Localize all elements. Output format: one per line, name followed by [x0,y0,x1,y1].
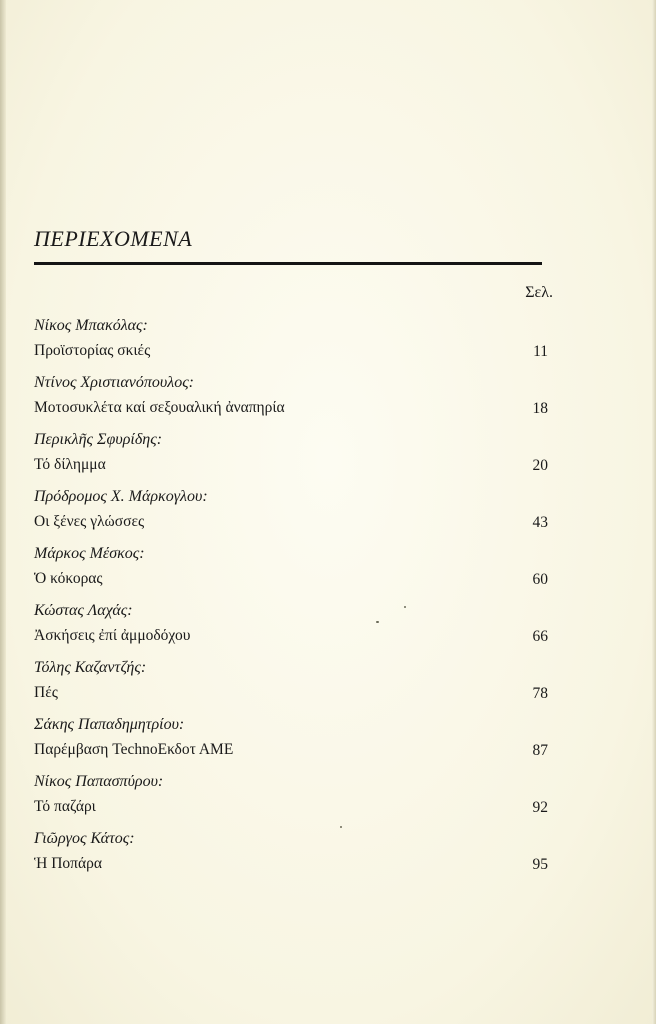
heading-rule [34,262,542,265]
entry-author: Τόλης Καζαντζής: [34,659,147,676]
entry-author: Περικλῆς Σφυρίδης: [34,431,163,448]
entry-page-number: 20 [532,457,548,474]
entry-page-number: 43 [532,514,548,531]
entry-title: Προϊστορίας σκιές [34,342,151,359]
entry-page-number: 66 [532,628,548,645]
entry-author: Σάκης Παπαδημητρίου: [34,716,185,733]
contents-heading: ΠΕΡΙΕΧΟΜΕΝΑ [34,226,193,251]
toc-entry [34,659,548,716]
entry-title: Πές [34,684,58,701]
entry-title: Τό παζάρι [34,798,96,815]
entry-page-number: 18 [532,400,548,417]
entry-page-number: 78 [532,685,548,702]
entry-title: Ἀσκήσεις ἐπί ἀμμοδόχου [34,627,191,644]
entry-author: Ντίνος Χριστιανόπουλος: [34,374,195,391]
toc-entry [34,374,548,431]
entry-page-number: 11 [533,343,548,360]
paper-speck [340,826,342,828]
page-right-edge [652,0,656,1024]
toc-entry [34,830,548,887]
entry-author: Πρόδρομος Χ. Μάρκογλου: [34,488,208,505]
paper-speck [404,606,406,608]
toc-entry [34,602,548,659]
page-left-edge [0,0,6,1024]
entry-author: Νίκος Παπασπύρου: [34,773,164,790]
entry-title: Τό δίλημμα [34,456,106,473]
entry-page-number: 92 [532,799,548,816]
paper-speck [376,621,379,623]
entry-author: Μάρκος Μέσκος: [34,545,145,562]
toc-entry [34,773,548,830]
entry-page-number: 60 [532,571,548,588]
entry-page-number: 95 [532,856,548,873]
entry-title: Ὁ κόκορας [34,570,103,587]
entry-title: Οι ξένες γλώσσες [34,513,145,530]
page-column-label: Σελ. [525,284,553,301]
toc-entry [34,545,548,602]
entry-title: Μοτοσυκλέτα καί σεξουαλική ἀναπηρία [34,399,285,416]
toc-entry [34,317,548,374]
toc-entry [34,431,548,488]
table-of-contents [34,317,548,887]
entry-author: Κώστας Λαχάς: [34,602,133,619]
entry-author: Γιῶργος Κάτος: [34,830,135,847]
entry-title: Ἡ Ποπάρα [34,855,102,872]
toc-entry [34,488,548,545]
entry-page-number: 87 [532,742,548,759]
entry-title: Παρέμβαση TechnoΕκδοτ ΑΜΕ [34,741,234,758]
toc-entry [34,716,548,773]
entry-author: Νίκος Μπακόλας: [34,317,148,334]
